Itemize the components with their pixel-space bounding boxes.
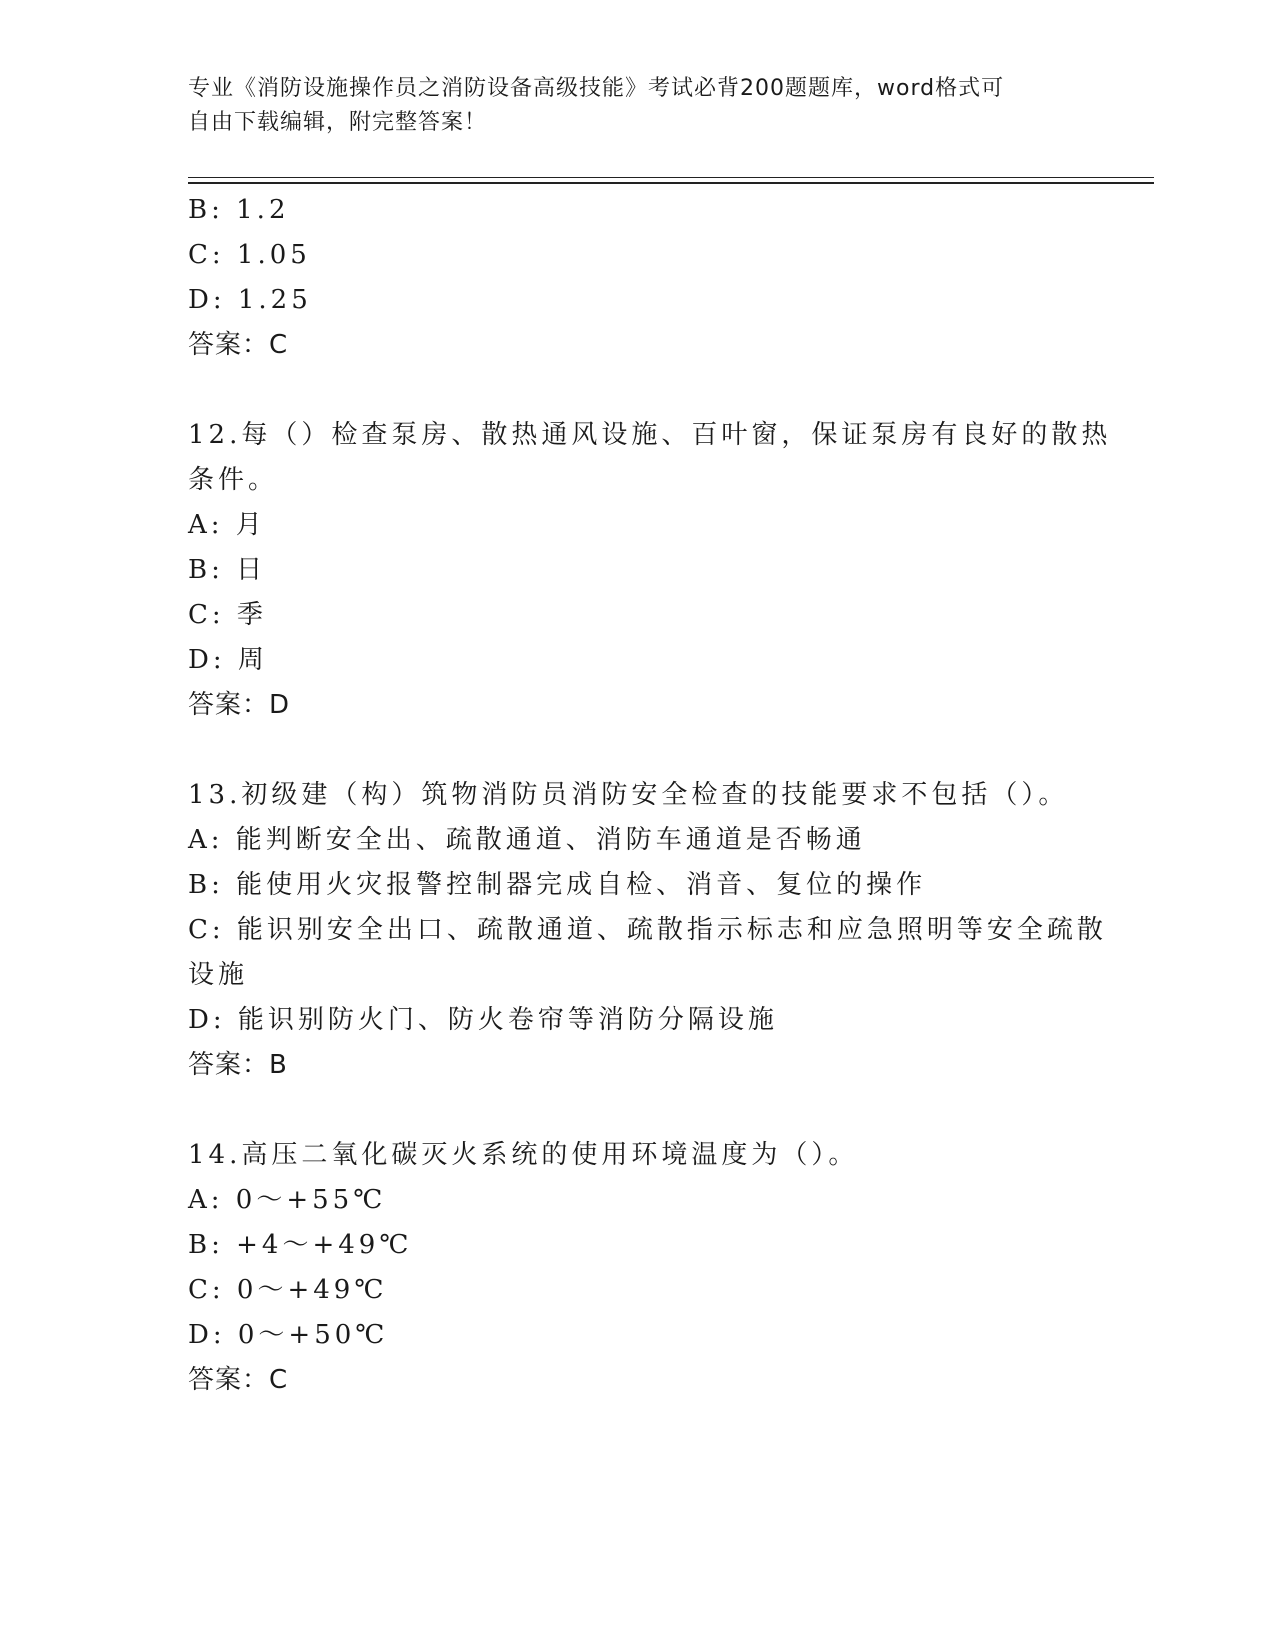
q14-stem: 14.高压二氧化碳灭火系统的使用环境温度为（）。 bbox=[188, 1140, 859, 1170]
q13-option-d: D: 能识别防火门、防火卷帘等消防分隔设施 bbox=[188, 1005, 778, 1035]
q12-option-a: A: 月 bbox=[188, 510, 266, 540]
q12-option-c: C: 季 bbox=[188, 600, 267, 630]
q14-option-c: C: 0～+49℃ bbox=[188, 1275, 388, 1305]
q13-option-c-line-1: C: 能识别安全出口、疏散通道、疏散指示标志和应急照明等安全疏散 bbox=[188, 915, 1107, 945]
header-divider-thin bbox=[188, 177, 1154, 178]
q13-stem: 13.初级建（构）筑物消防员消防安全检查的技能要求不包括（）。 bbox=[188, 780, 1069, 810]
q11-option-d: D: 1.25 bbox=[188, 285, 312, 315]
q12-option-b: B: 日 bbox=[188, 555, 267, 585]
q13-option-a: A: 能判断安全出、疏散通道、消防车通道是否畅通 bbox=[188, 825, 866, 855]
q13-option-c-line-2: 设施 bbox=[188, 960, 249, 990]
q14-option-d: D: 0～+50℃ bbox=[188, 1320, 389, 1350]
q12-stem-line-2: 条件。 bbox=[188, 465, 279, 495]
header-line-1: 专业《消防设施操作员之消防设备高级技能》考试必背200题题库，word格式可 bbox=[188, 76, 1005, 101]
q14-option-b: B: +4～+49℃ bbox=[188, 1230, 413, 1260]
q13-option-b: B: 能使用火灾报警控制器完成自检、消音、复位的操作 bbox=[188, 870, 927, 900]
q11-answer: 答案：C bbox=[188, 330, 289, 360]
document-header bbox=[188, 72, 1088, 140]
header-divider-thick bbox=[188, 182, 1154, 184]
q11-option-c: C: 1.05 bbox=[188, 240, 311, 270]
header-line-2: 自由下载编辑，附完整答案！ bbox=[188, 110, 488, 135]
q11-option-b: B: 1.2 bbox=[188, 195, 290, 225]
q14-answer: 答案：C bbox=[188, 1365, 289, 1395]
q12-answer: 答案：D bbox=[188, 690, 291, 720]
q12-option-d: D: 周 bbox=[188, 645, 268, 675]
q12-stem-line-1: 12.每（）检查泵房、散热通风设施、百叶窗，保证泵房有良好的散热 bbox=[188, 420, 1112, 450]
q13-answer: 答案：B bbox=[188, 1050, 288, 1080]
q14-option-a: A: 0～+55℃ bbox=[188, 1185, 387, 1215]
